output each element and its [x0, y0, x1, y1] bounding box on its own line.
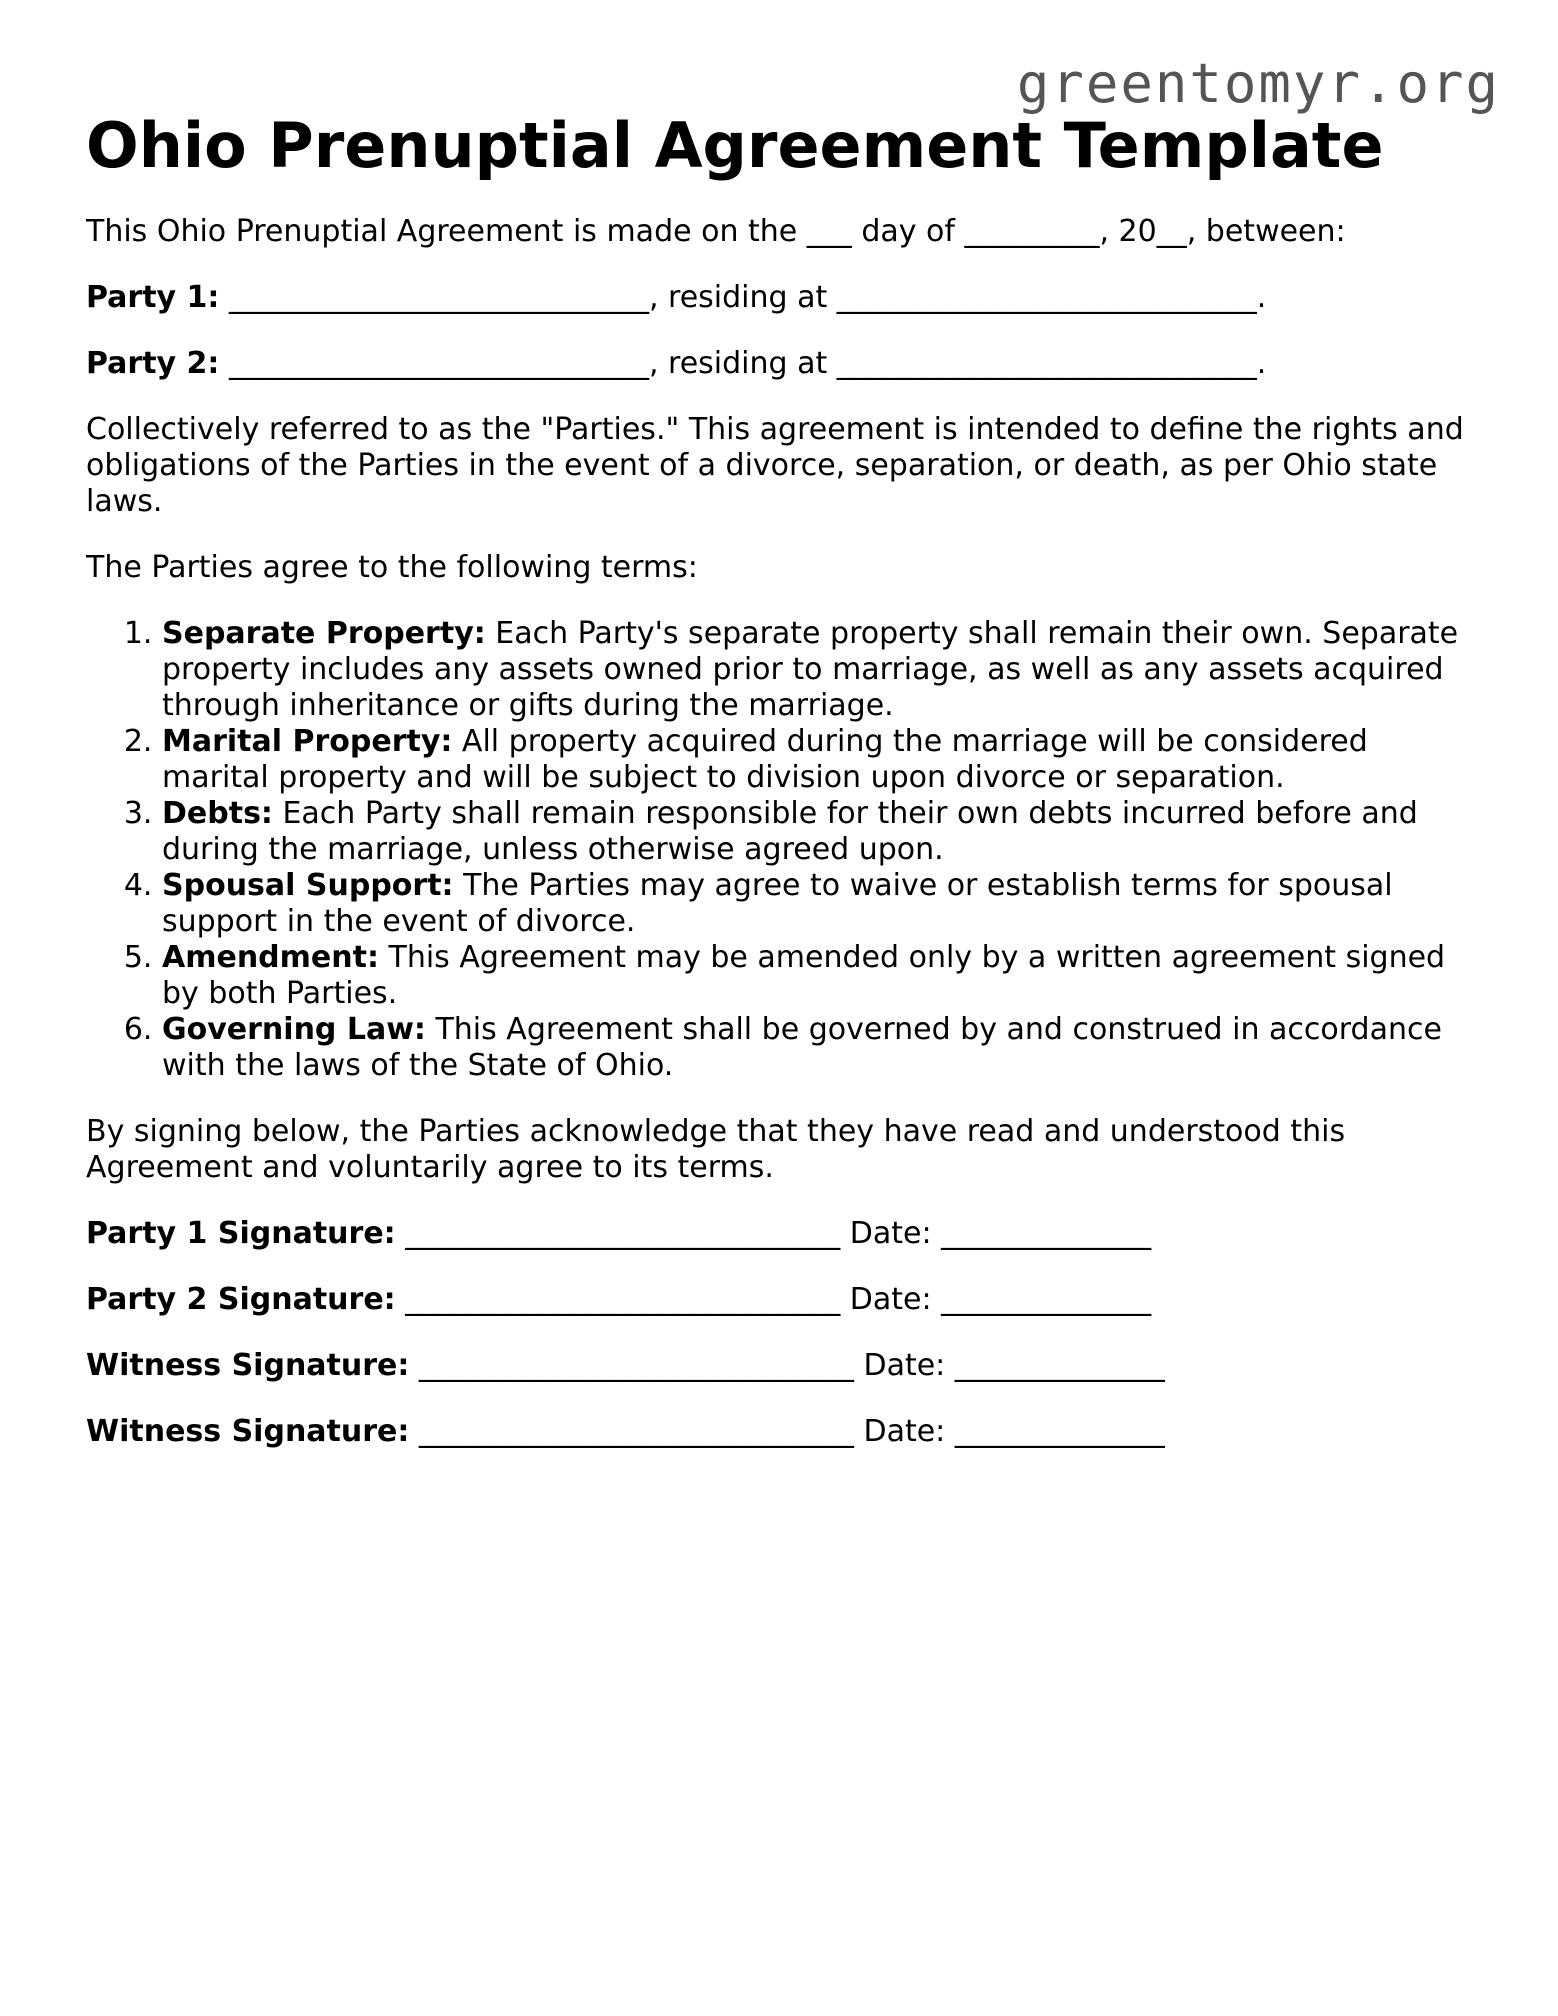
term-label: Governing Law: [162, 1012, 426, 1047]
witness-1-signature-line [86, 1348, 1486, 1384]
party-1-fields: ____________________________, residing at ____________________________. [219, 280, 1267, 315]
term-item [162, 616, 1476, 724]
party-2-line [86, 346, 1486, 382]
signature-fields: _____________________________ Date: ______________ [395, 1216, 1152, 1251]
signature-fields: _____________________________ Date: ______________ [409, 1348, 1165, 1383]
term-label: Spousal Support: [162, 868, 454, 903]
document-page [86, 108, 1486, 1480]
party-1-line [86, 280, 1486, 316]
term-label: Debts: [162, 796, 273, 831]
term-item [162, 868, 1476, 940]
party-1-label: Party 1: [86, 280, 220, 315]
acknowledgment-paragraph: By signing below, the Parties acknowledge that they have read and understood this Agreement and voluntarily agree to its terms. [86, 1114, 1346, 1185]
signature-label: Party 2 Signature: [86, 1282, 396, 1317]
term-label: Marital Property: [162, 724, 453, 759]
term-text: All property acquired during the marriage will be considered marital property and will be subject to division upon divorce or separation. [162, 724, 1368, 795]
party-2-signature-line [86, 1282, 1486, 1318]
witness-2-signature-line [86, 1414, 1486, 1450]
term-label: Separate Property: [162, 616, 486, 651]
signature-fields: _____________________________ Date: ______________ [409, 1414, 1165, 1449]
term-item [162, 940, 1476, 1012]
term-item [162, 1012, 1476, 1084]
party-1-signature-line [86, 1216, 1486, 1252]
term-text: The Parties may agree to waive or establish terms for spousal support in the event of divorce. [162, 868, 1393, 939]
term-text: This Agreement shall be governed by and construed in accordance with the laws of the State of Ohio. [162, 1012, 1442, 1083]
intro-paragraph: This Ohio Prenuptial Agreement is made on the ___ day of _________, 20__, between: [86, 214, 1346, 249]
party-2-fields: ____________________________, residing at ____________________________. [219, 346, 1267, 381]
watermark: greentomyr.org [1016, 52, 1500, 115]
signature-fields: _____________________________ Date: ______________ [395, 1282, 1152, 1317]
signature-label: Party 1 Signature: [86, 1216, 396, 1251]
signature-label: Witness Signature: [86, 1348, 410, 1383]
term-text: This Agreement may be amended only by a written agreement signed by both Parties. [162, 940, 1446, 1011]
signature-label: Witness Signature: [86, 1414, 410, 1449]
terms-list [86, 616, 1476, 1084]
term-item [162, 724, 1476, 796]
term-text: Each Party's separate property shall remain their own. Separate property includes any assets owned prior to marriage, as well as any assets acquired through inheritance or gifts during the marriage. [162, 616, 1459, 723]
term-text: Each Party shall remain responsible for their own debts incurred before and during the marriage, unless otherwise agreed upon. [162, 796, 1418, 867]
collective-paragraph: Collectively referred to as the "Parties." This agreement is intended to define the rights and obligations of the Parties in the event of a divorce, separation, or death, as per Ohio state laws. [86, 412, 1464, 519]
terms-intro: The Parties agree to the following terms: [86, 550, 698, 585]
term-item [162, 796, 1476, 868]
term-label: Amendment: [162, 940, 379, 975]
party-2-label: Party 2: [86, 346, 220, 381]
page-title: Ohio Prenuptial Agreement Template [86, 109, 1384, 182]
